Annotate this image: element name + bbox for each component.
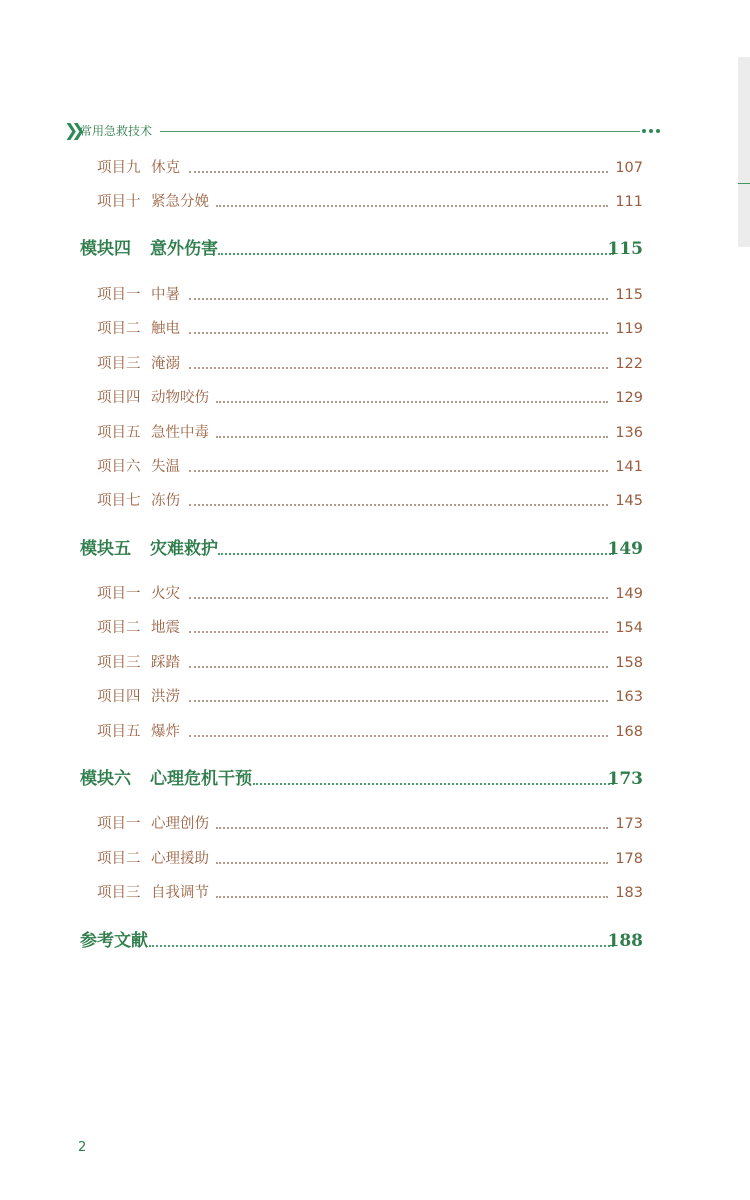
toc-item[interactable] [0, 582, 750, 606]
item-number: 项目三 [97, 356, 141, 372]
item-number: 项目五 [97, 724, 141, 740]
toc-item[interactable] [0, 847, 750, 871]
dot-leader [149, 944, 614, 947]
item-title: 冻伤 [151, 493, 180, 509]
module-title: 意外伤害 [150, 239, 218, 259]
header-dots [642, 129, 660, 133]
toc-item[interactable] [0, 489, 750, 513]
page-number: 2 [78, 1140, 87, 1155]
item-title: 爆炸 [151, 724, 180, 740]
dot-leader [189, 469, 608, 472]
item-number: 项目十 [97, 194, 141, 210]
toc-module[interactable] [0, 537, 750, 561]
toc-item[interactable] [0, 190, 750, 214]
toc-item[interactable] [0, 455, 750, 479]
dot-leader [218, 552, 614, 555]
toc-module[interactable] [0, 767, 750, 791]
item-number: 项目二 [97, 851, 141, 867]
item-page: 178 [615, 851, 643, 867]
item-page: 154 [615, 620, 643, 636]
dot-leader [189, 170, 608, 173]
header-rule [160, 131, 640, 132]
item-page: 119 [615, 321, 643, 337]
item-title: 触电 [151, 321, 180, 337]
item-number: 项目二 [97, 321, 141, 337]
module-number: 模块六 [80, 769, 131, 789]
dot-leader [216, 861, 608, 864]
header-title: 常用急救技术 [80, 124, 153, 138]
item-page: 111 [615, 194, 643, 210]
item-number: 项目一 [97, 586, 141, 602]
item-page: 183 [615, 885, 643, 901]
dot-leader [218, 252, 614, 255]
toc-item[interactable] [0, 651, 750, 675]
toc-item[interactable] [0, 352, 750, 376]
item-title: 休克 [151, 160, 180, 176]
toc-item[interactable] [0, 881, 750, 905]
side-tab [738, 57, 750, 247]
dot-leader [189, 503, 608, 506]
item-number: 项目一 [97, 816, 141, 832]
module-number: 模块四 [80, 239, 131, 259]
item-title: 淹溺 [151, 356, 180, 372]
dot-leader [216, 435, 608, 438]
dot-leader [189, 331, 608, 334]
item-title: 心理创伤 [151, 816, 209, 832]
module-title: 心理危机干预 [150, 769, 252, 789]
item-page: 122 [615, 356, 643, 372]
item-number: 项目三 [97, 655, 141, 671]
toc-module[interactable] [0, 237, 750, 261]
toc-item[interactable] [0, 421, 750, 445]
item-title: 踩踏 [151, 655, 180, 671]
module-page: 149 [607, 539, 643, 559]
item-page: 115 [615, 287, 643, 303]
item-page: 163 [615, 689, 643, 705]
toc-item[interactable] [0, 720, 750, 744]
module-title: 灾难救护 [150, 539, 218, 559]
item-page: 168 [615, 724, 643, 740]
item-title: 心理援助 [151, 851, 209, 867]
item-title: 火灾 [151, 586, 180, 602]
item-page: 173 [615, 816, 643, 832]
dot-leader [189, 734, 608, 737]
item-title: 洪涝 [151, 689, 180, 705]
module-number: 模块五 [80, 539, 131, 559]
item-page: 141 [615, 459, 643, 475]
dot-leader [253, 782, 614, 785]
item-title: 自我调节 [151, 885, 209, 901]
dot-leader [189, 596, 608, 599]
item-title: 急性中毒 [151, 425, 209, 441]
toc-item[interactable] [0, 156, 750, 180]
item-title: 动物咬伤 [151, 390, 209, 406]
item-number: 项目三 [97, 885, 141, 901]
dot-leader [216, 826, 608, 829]
item-number: 项目七 [97, 493, 141, 509]
item-page: 149 [615, 586, 643, 602]
module-page: 115 [607, 239, 643, 259]
toc-item[interactable] [0, 685, 750, 709]
double-chevron-icon: ❯❯ [64, 121, 79, 141]
toc-item[interactable] [0, 812, 750, 836]
references-page: 188 [607, 931, 643, 951]
item-number: 项目二 [97, 620, 141, 636]
item-page: 136 [615, 425, 643, 441]
module-page: 173 [607, 769, 643, 789]
item-page: 145 [615, 493, 643, 509]
toc-item[interactable] [0, 386, 750, 410]
item-page: 107 [615, 160, 643, 176]
item-number: 项目四 [97, 390, 141, 406]
toc-item[interactable] [0, 616, 750, 640]
toc-item[interactable] [0, 283, 750, 307]
item-page: 158 [615, 655, 643, 671]
references-title: 参考文献 [80, 931, 148, 951]
item-number: 项目一 [97, 287, 141, 303]
dot-leader [189, 630, 608, 633]
item-page: 129 [615, 390, 643, 406]
dot-leader [189, 699, 608, 702]
item-number: 项目四 [97, 689, 141, 705]
dot-leader [216, 204, 608, 207]
toc-references[interactable] [0, 929, 750, 953]
item-number: 项目六 [97, 459, 141, 475]
running-header [64, 121, 660, 141]
dot-leader [216, 895, 608, 898]
item-title: 紧急分娩 [151, 194, 209, 210]
dot-leader [216, 400, 608, 403]
item-title: 中暑 [151, 287, 180, 303]
item-number: 项目五 [97, 425, 141, 441]
dot-leader [189, 366, 608, 369]
side-tab-marker [738, 183, 750, 184]
item-number: 项目九 [97, 160, 141, 176]
toc-item[interactable] [0, 317, 750, 341]
dot-leader [189, 665, 608, 668]
item-title: 失温 [151, 459, 180, 475]
dot-leader [189, 297, 608, 300]
item-title: 地震 [151, 620, 180, 636]
